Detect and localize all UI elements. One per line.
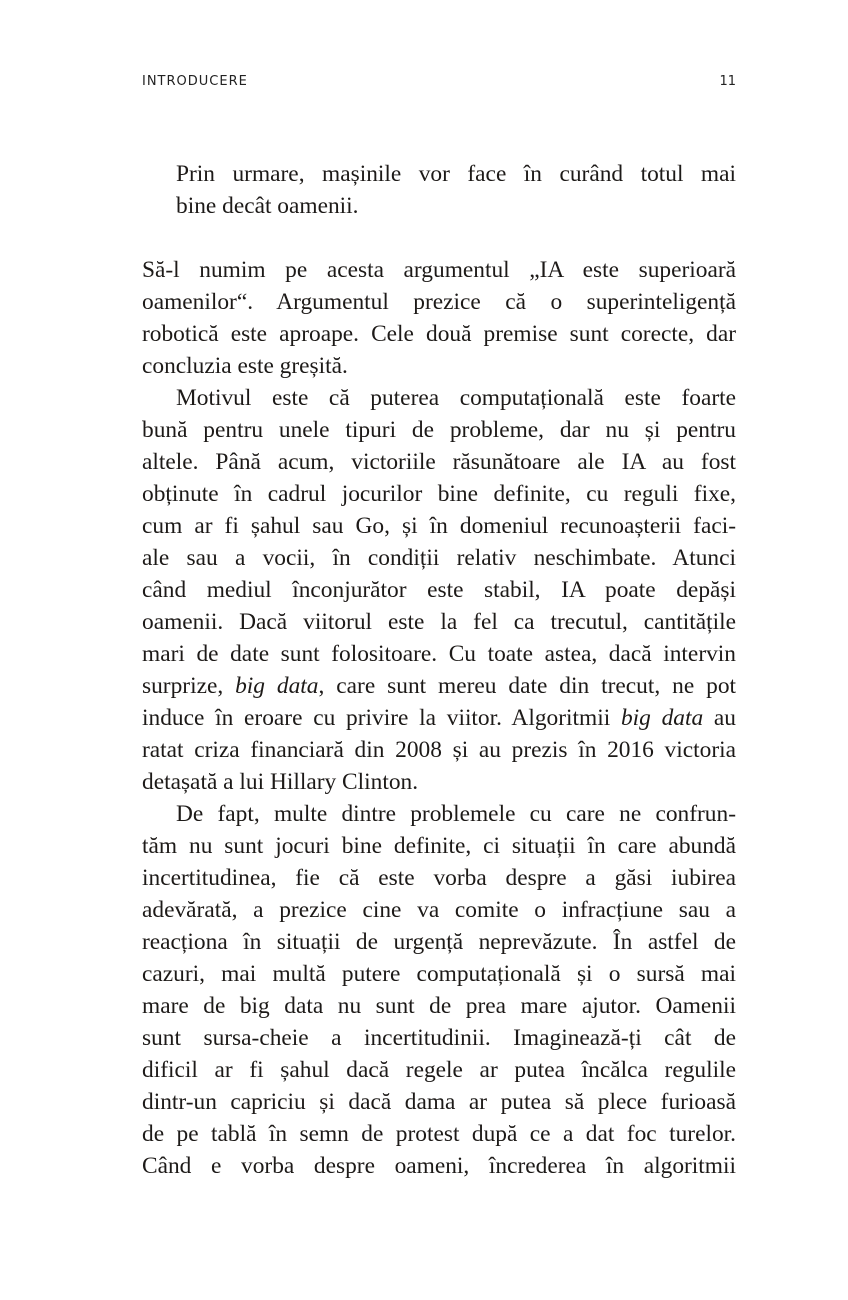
quote-line: bine decât oamenii. xyxy=(176,193,359,219)
text-line: Când e vorba despre oameni, încrederea în algoritmii xyxy=(142,1153,736,1179)
text-line: mari de date sunt folositoare. Cu toate astea, dacă intervin xyxy=(142,641,736,667)
italic-term: big data xyxy=(235,673,319,699)
text-line: tăm nu sunt jocuri bine definite, ci situații în care abundă xyxy=(142,833,736,859)
text-line: de pe tablă în semn de protest după ce a dat foc turelor. xyxy=(142,1121,736,1147)
text-line: reacționa în situații de urgență neprevăzute. În astfel de xyxy=(142,929,736,955)
text-line: bună pentru unele tipuri de probleme, dar nu și pentru xyxy=(142,417,736,443)
text-line: ale sau a vocii, în condiții relativ neschimbate. Atunci xyxy=(142,545,736,571)
text-line: dintr-un capriciu și dacă dama ar putea să plece furioasă xyxy=(142,1089,736,1115)
text-line: când mediul înconjurător este stabil, IA poate depăși xyxy=(142,577,736,603)
chapter-title: INTRODUCERE xyxy=(142,74,248,89)
text-line: induce în eroare cu privire la viitor. Algoritmii big data au xyxy=(142,705,736,731)
text-line: concluzia este greșită. xyxy=(142,353,348,379)
text-line: sunt sursa-cheie a incertitudinii. Imaginează-ți cât de xyxy=(142,1025,736,1051)
text-line: cazuri, mai multă putere computațională și o sursă mai xyxy=(142,961,736,987)
text-line: incertitudinea, fie că este vorba despre a găsi iubirea xyxy=(142,865,736,891)
text-line: surprize, big data, care sunt mereu date din trecut, ne pot xyxy=(142,673,737,699)
text-line: detașată a lui Hillary Clinton. xyxy=(142,769,419,795)
text-line: dificil ar fi șahul dacă regele ar putea încălca regulile xyxy=(142,1057,736,1083)
text-line: obținute în cadrul jocurilor bine definite, cu reguli fixe, xyxy=(142,481,736,507)
text-line: Să-l numim pe acesta argumentul „IA este superioară xyxy=(142,257,736,283)
text-line: oamenii. Dacă viitorul este la fel ca trecutul, cantitățile xyxy=(142,609,736,635)
text-line: ratat criza financiară din 2008 și au prezis în 2016 victoria xyxy=(142,737,736,763)
body-text xyxy=(142,254,736,1182)
italic-term: big data xyxy=(620,705,704,731)
text-line: mare de big data nu sunt de prea mare ajutor. Oamenii xyxy=(142,993,736,1019)
text-line: adevărată, a prezice cine va comite o infracțiune sau a xyxy=(142,897,736,923)
text-line: cum ar fi șahul sau Go, și în domeniul recunoașterii faci- xyxy=(142,513,736,539)
block-quote xyxy=(176,158,736,222)
text-line: De fapt, multe dintre problemele cu care ne confrun- xyxy=(176,801,736,827)
text-line: altele. Până acum, victoriile răsunătoare ale IA au fost xyxy=(142,449,736,475)
quote-line: Prin urmare, mașinile vor face în curând totul mai xyxy=(176,161,736,187)
page-number: 11 xyxy=(719,74,736,89)
running-head xyxy=(142,74,736,94)
text-line: oamenilor“. Argumentul prezice că o superinteligență xyxy=(142,289,736,315)
text-line: Motivul este că puterea computațională este foarte xyxy=(176,385,736,411)
text-line: robotică este aproape. Cele două premise sunt corecte, dar xyxy=(142,321,736,347)
